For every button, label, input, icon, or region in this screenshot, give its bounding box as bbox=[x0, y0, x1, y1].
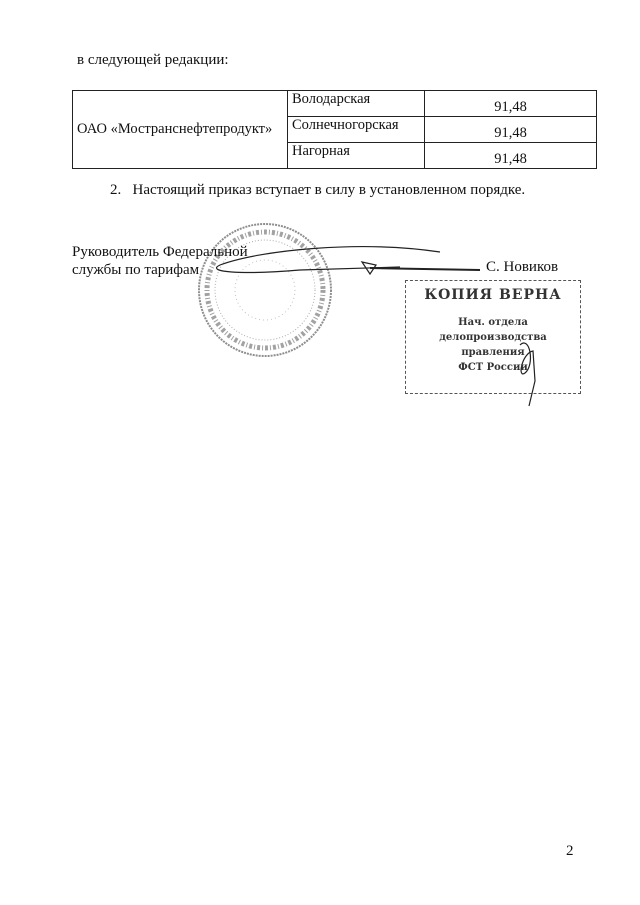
copy-line1: Нач. отдела bbox=[458, 317, 528, 328]
item-text: Настоящий приказ вступает в силу в установленном порядке. bbox=[132, 182, 526, 198]
station-cell: Нагорная bbox=[288, 143, 425, 169]
signatory-title-line2: службы по тарифам bbox=[72, 262, 200, 278]
station-cell: Володарская bbox=[288, 91, 425, 117]
signatory-name: С. Новиков bbox=[486, 259, 559, 275]
copy-line3: ФСТ России bbox=[458, 362, 528, 373]
signatory-title-line1: Руководитель Федеральной bbox=[72, 244, 248, 260]
intro-text: в следующей редакции: bbox=[77, 52, 229, 68]
copy-certification-box bbox=[405, 280, 581, 394]
value-cell: 91,48 bbox=[425, 91, 597, 117]
item-number: 2. bbox=[110, 182, 122, 198]
station-cell: Солнечногорская bbox=[288, 117, 425, 143]
copy-heading: КОПИЯ ВЕРНА bbox=[424, 287, 562, 303]
page-number: 2 bbox=[566, 843, 574, 859]
copy-line2: делопроизводства правления bbox=[439, 332, 547, 358]
value-cell: 91,48 bbox=[425, 117, 597, 143]
value-cell: 91,48 bbox=[425, 143, 597, 169]
organization-cell: ОАО «Мостранснефтепродукт» bbox=[73, 91, 288, 169]
